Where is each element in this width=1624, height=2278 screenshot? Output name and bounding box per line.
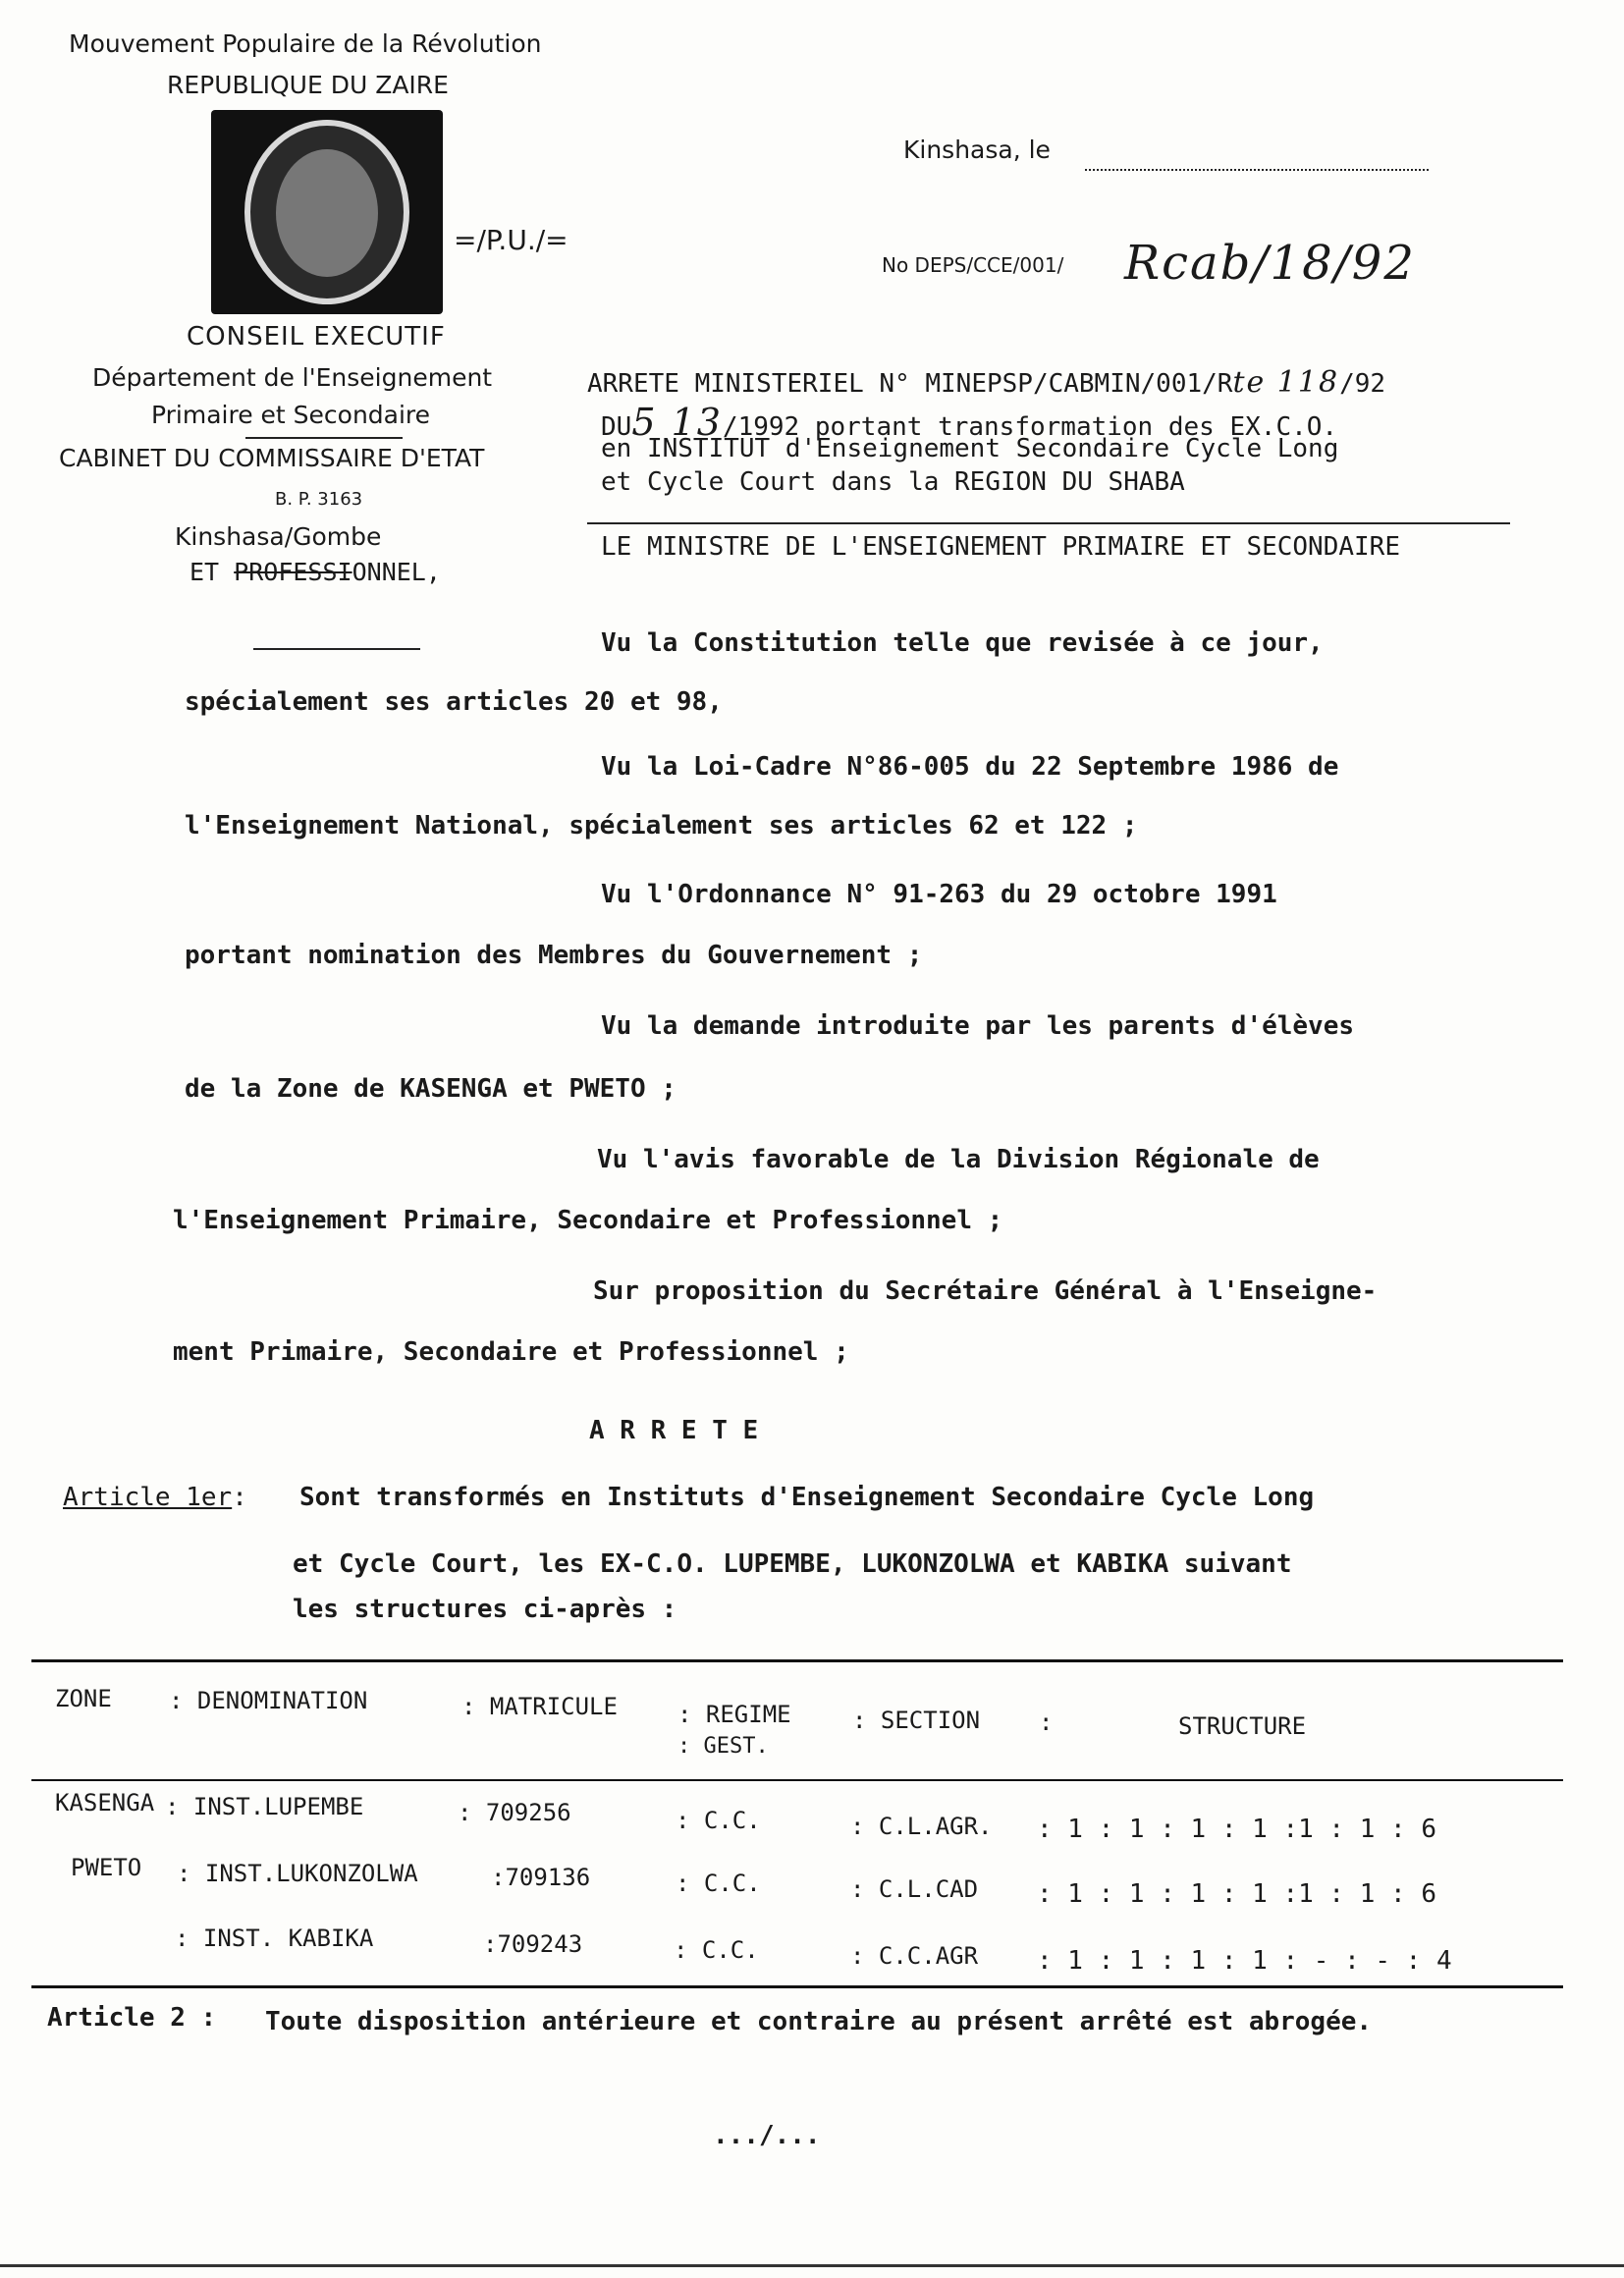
row-1-structure: : 1 : 1 : 1 : 1 :1 : 1 : 6 — [1037, 1815, 1436, 1844]
consideration: Vu la Loi-Cadre N°86-005 du 22 Septembre 1986 de — [601, 752, 1339, 782]
department-line-1: Département de l'Enseignement — [92, 363, 493, 392]
decree-line-1: ARRETE MINISTERIEL N° MINEPSP/CABMIN/001/Rte 118/92 — [587, 365, 1386, 400]
consideration: portant nomination des Membres du Gouvernement ; — [185, 941, 923, 970]
divider — [253, 648, 420, 650]
row-3-denomination: : INST. KABIKA — [175, 1925, 374, 1952]
header-separator: : — [1039, 1708, 1054, 1736]
consideration: spécialement ses articles 20 et 98, — [185, 687, 723, 717]
row-1-denomination: : INST.LUPEMBE — [165, 1793, 364, 1820]
header-regime-gest: : GEST. — [677, 1734, 769, 1759]
article-1-text-1: Sont transformés en Instituts d'Enseignement Secondaire Cycle Long — [299, 1483, 1315, 1512]
row-2-section: : C.L.CAD — [850, 1875, 979, 1903]
header-structure: STRUCTURE — [1178, 1712, 1307, 1740]
consideration: Sur proposition du Secrétaire Général à l'Enseigne- — [593, 1276, 1378, 1306]
department-line-2: Primaire et Secondaire — [151, 401, 431, 429]
consideration: l'Enseignement National, spécialement ses articles 62 et 122 ; — [185, 811, 1138, 841]
party-name: Mouvement Populaire de la Révolution — [69, 29, 542, 58]
po-box: B. P. 3163 — [275, 489, 363, 510]
row-2-matricule: :709136 — [491, 1864, 591, 1891]
city-date-label: Kinshasa, le — [903, 136, 1051, 164]
header-rule — [31, 1779, 1563, 1781]
article-2-text: Toute disposition antérieure et contraire au présent arrêté est abrogée. — [265, 2007, 1373, 2036]
date-line — [1085, 167, 1429, 171]
consideration: Vu la Constitution telle que revisée à ce jour, — [601, 628, 1324, 658]
handwritten-number: Rcab/18/92 — [1124, 236, 1416, 291]
consideration: l'Enseignement Primaire, Secondaire et Professionnel ; — [173, 1206, 1003, 1235]
divider — [245, 437, 403, 439]
official-seal-icon — [211, 110, 443, 314]
header-section: : SECTION — [852, 1707, 981, 1734]
article-2-label: Article 2 : — [47, 2003, 217, 2033]
consideration: de la Zone de KASENGA et PWETO ; — [185, 1074, 677, 1104]
row-3-section: : C.C.AGR — [850, 1942, 979, 1970]
row-2-structure: : 1 : 1 : 1 : 1 :1 : 1 : 6 — [1037, 1879, 1436, 1909]
consideration: Vu l'avis favorable de la Division Régionale de — [597, 1145, 1320, 1174]
document-number-label: No DEPS/CCE/001/ — [882, 253, 1064, 277]
consideration: Vu la demande introduite par les parents d'élèves — [601, 1011, 1355, 1041]
row-1-section: : C.L.AGR. — [850, 1813, 993, 1840]
decree-line-2: DU5 13/1992 portant transformation des EX.C.O. — [601, 401, 1338, 444]
row-2-regime: : C.C. — [676, 1870, 761, 1897]
header-matricule: : MATRICULE — [461, 1693, 618, 1720]
city-office: Kinshasa/Gombe — [175, 522, 382, 551]
scan-edge — [0, 2264, 1624, 2267]
row-1-matricule: : 709256 — [458, 1799, 571, 1826]
cabinet-name: CABINET DU COMMISSAIRE D'ETAT — [59, 444, 485, 472]
row-2-denomination: : INST.LUKONZOLWA — [177, 1860, 418, 1887]
reference-mark: =/P.U./= — [454, 224, 568, 256]
minister-title: LE MINISTRE DE L'ENSEIGNEMENT PRIMAIRE ET SECONDAIRE — [601, 532, 1400, 562]
continuation-mark: .../... — [713, 2121, 821, 2150]
article-1-text-3: les structures ci-après : — [293, 1595, 677, 1624]
country-name: REPUBLIQUE DU ZAIRE — [167, 71, 449, 99]
row-2-zone: PWETO — [71, 1854, 142, 1881]
row-3-regime: : C.C. — [674, 1936, 759, 1964]
row-1-zone: KASENGA — [55, 1789, 155, 1817]
table-bottom-rule — [31, 1985, 1563, 1988]
header-zone: ZONE — [55, 1685, 112, 1712]
row-1-regime: : C.C. — [676, 1807, 761, 1834]
consideration: Vu l'Ordonnance N° 91-263 du 29 octobre 1991 — [601, 880, 1277, 909]
article-1-text-2: et Cycle Court, les EX-C.O. LUPEMBE, LUKONZOLWA et KABIKA suivant — [293, 1549, 1292, 1579]
table-top-rule — [31, 1659, 1563, 1662]
decree-line-4: et Cycle Court dans la REGION DU SHABA — [601, 467, 1185, 497]
consideration: ment Primaire, Secondaire et Professionnel ; — [173, 1337, 849, 1367]
title-rule — [587, 522, 1510, 524]
et-professionnel: ET PROFESSIONNEL, — [189, 558, 441, 586]
row-3-structure: : 1 : 1 : 1 : 1 : - : - : 4 — [1037, 1946, 1452, 1976]
decree-line-3: en INSTITUT d'Enseignement Secondaire Cycle Long — [601, 434, 1339, 463]
header-regime: : REGIME — [677, 1701, 791, 1728]
conseil-executif: CONSEIL EXECUTIF — [187, 322, 446, 352]
article-1-heading: Article 1er: — [63, 1483, 247, 1512]
arrete-heading: A R R E T E — [589, 1416, 759, 1445]
row-3-matricule: :709243 — [483, 1930, 583, 1958]
header-denomination: : DENOMINATION — [169, 1687, 368, 1714]
